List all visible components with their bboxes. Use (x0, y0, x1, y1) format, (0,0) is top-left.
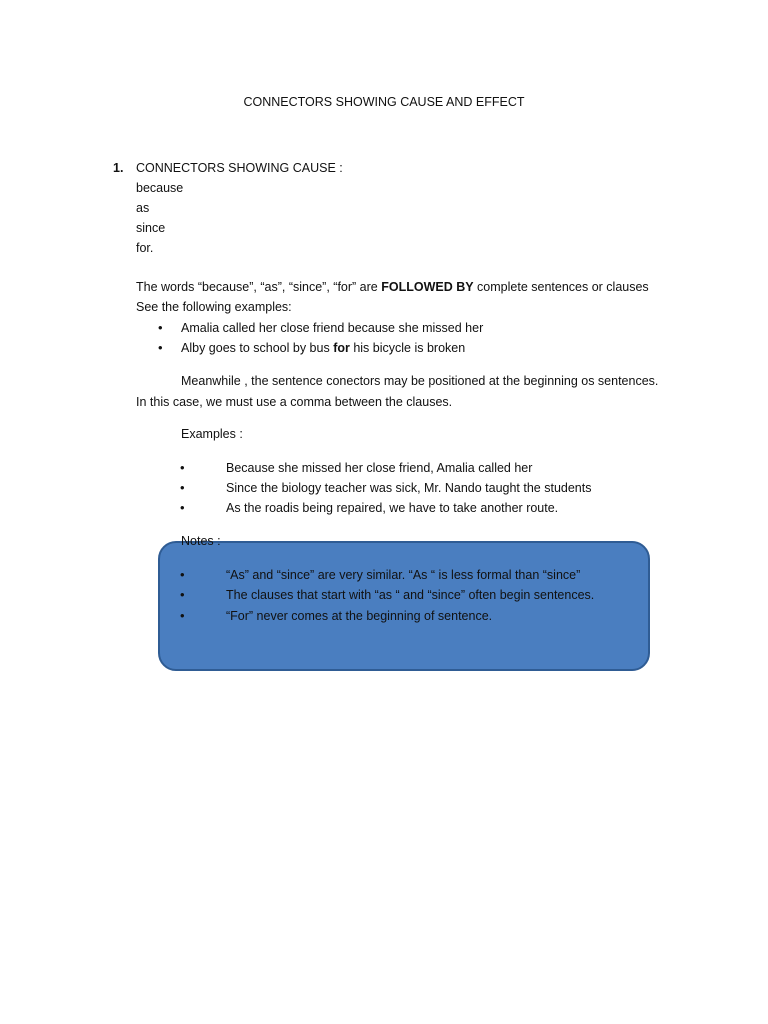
paragraph-followed-by: The words “because”, “as”, “since”, “for” are FOLLOWED BY complete sentences or clauses (136, 280, 649, 294)
note-item: The clauses that start with “as “ and “since” often begin sentences. (226, 588, 595, 602)
connector-item: for. (136, 241, 154, 255)
examples-label: Examples : (181, 427, 243, 441)
notes-box (158, 541, 650, 671)
section-number: 1. (113, 161, 124, 175)
page-title: CONNECTORS SHOWING CAUSE AND EFFECT (243, 95, 525, 109)
bullet-icon: • (180, 500, 185, 515)
see-examples-text: See the following examples: (136, 300, 292, 314)
connector-item: since (136, 221, 166, 235)
bullet-icon: • (158, 320, 163, 335)
bullet-icon: • (180, 567, 185, 582)
meanwhile-line: Meanwhile , the sentence conectors may be positioned at the beginning os sentences. (181, 374, 659, 388)
bullet-icon: • (180, 460, 185, 475)
connector-item: as (136, 201, 150, 215)
section-heading: CONNECTORS SHOWING CAUSE : (136, 161, 343, 175)
example-sentence: Since the biology teacher was sick, Mr. Nando taught the students (226, 481, 592, 495)
bullet-icon: • (180, 608, 185, 623)
notes-label: Notes : (181, 534, 221, 548)
connector-item: because (136, 181, 184, 195)
bullet-icon: • (180, 587, 185, 602)
note-item: “As” and “since” are very similar. “As “ is less formal than “since” (226, 568, 581, 582)
bullet-icon: • (158, 340, 163, 355)
example-sentence: Alby goes to school by bus for his bicycle is broken (181, 341, 466, 355)
bullet-icon: • (180, 480, 185, 495)
example-sentence: As the roadis being repaired, we have to take another route. (226, 501, 559, 515)
note-item: “For” never comes at the beginning of sentence. (226, 609, 493, 623)
example-sentence: Amalia called her close friend because she missed her (181, 321, 484, 335)
meanwhile-line: In this case, we must use a comma between the clauses. (136, 395, 453, 409)
example-sentence: Because she missed her close friend, Amalia called her (226, 461, 533, 475)
